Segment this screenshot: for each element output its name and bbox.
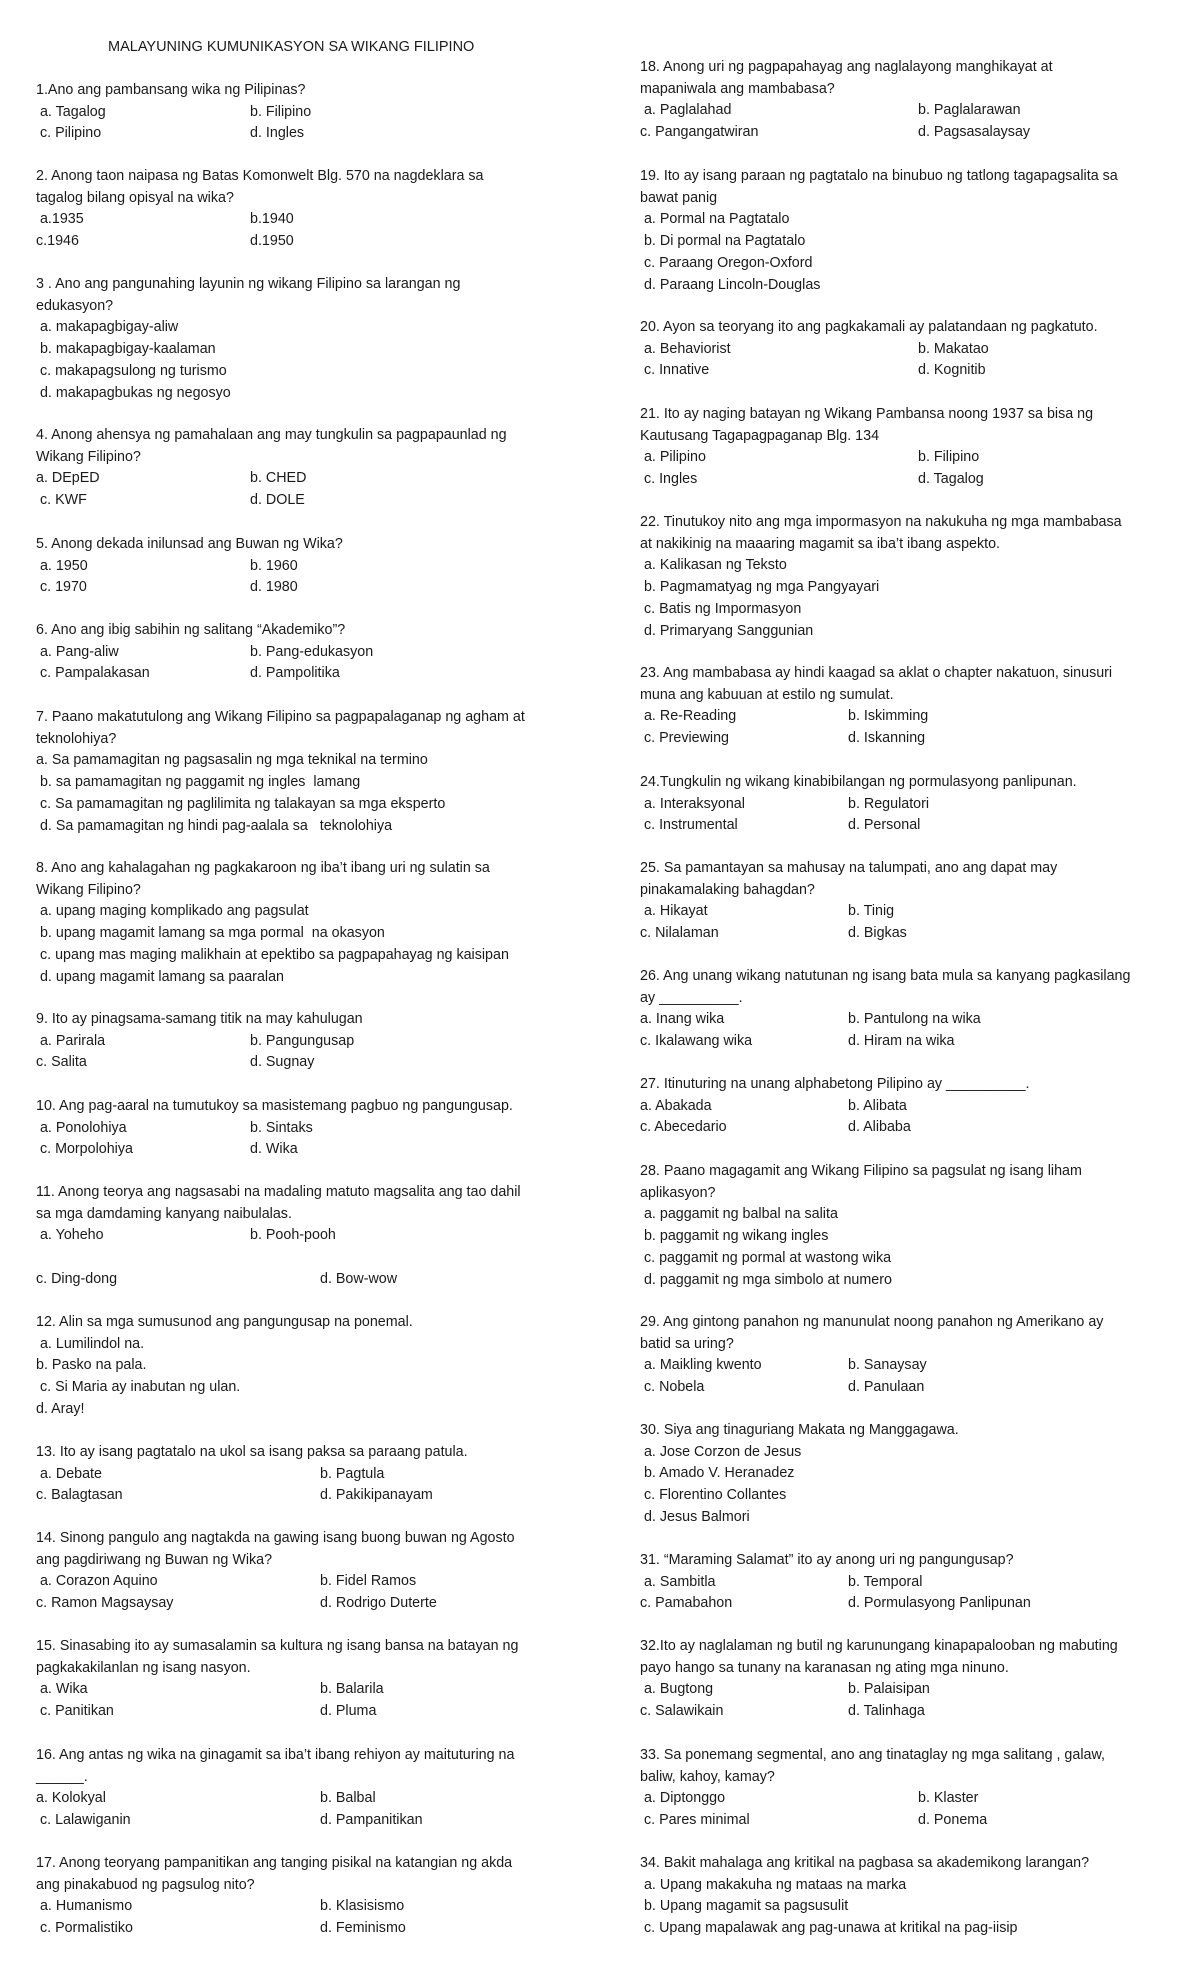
question-item <box>640 1312 1180 1399</box>
option-row <box>36 1139 596 1161</box>
question-text: 23. Ang mambabasa ay hindi kaagad sa aklat o chapter nakatuon, sinusuri <box>640 665 1113 681</box>
option-row <box>640 901 1180 923</box>
option: b. Fidel Ramos <box>320 1573 417 1590</box>
option: b. Filipino <box>918 449 980 466</box>
question-text: 22. Tinutukoy nito ang mga impormasyon na nakukuha ng mga mambabasa <box>640 514 1122 530</box>
option: a. Maikling kwento <box>640 1357 762 1374</box>
option: c. Si Maria ay inabutan ng ulan. <box>36 1379 241 1396</box>
option: c. Balagtasan <box>36 1487 123 1504</box>
option-list <box>640 1204 1180 1291</box>
option: c. Salita <box>36 1054 87 1071</box>
option: b. Upang magamit sa pagsusulit <box>640 1898 849 1915</box>
question-text: batid sa uring? <box>640 1335 734 1352</box>
option: c. 1970 <box>36 579 87 596</box>
option-row <box>640 1788 1180 1810</box>
option: a. Ponolohiya <box>36 1119 127 1136</box>
option-list <box>36 901 596 988</box>
option-row <box>36 1810 596 1832</box>
option: c. Ikalawang wika <box>640 1033 753 1050</box>
option-row <box>36 490 596 512</box>
option: c. Instrumental <box>640 817 738 834</box>
option-row <box>640 339 1180 361</box>
option-row <box>640 1096 1180 1118</box>
option: a. Kalikasan ng Teksto <box>640 557 787 574</box>
option: c. Innative <box>640 362 710 379</box>
option: b. Tinig <box>848 903 895 920</box>
option: d. Alibaba <box>848 1119 911 1136</box>
option: c. Pangangatwiran <box>640 124 759 141</box>
question-item <box>640 1420 1180 1529</box>
option: a. Kolokyal <box>36 1790 106 1807</box>
option: c. Panitikan <box>36 1703 114 1720</box>
option: a. makapagbigay-aliw <box>36 319 179 336</box>
option: b. Sintaks <box>250 1119 313 1136</box>
option: a. Tagalog <box>36 103 106 120</box>
question-item <box>36 1182 596 1247</box>
question-item <box>640 57 1180 144</box>
option-row <box>640 1009 1180 1031</box>
option-row <box>640 1031 1180 1053</box>
question-text: 11. Anong teorya ang nagsasabi na madaling matuto magsalita ang tao dahil <box>36 1184 521 1200</box>
option-row <box>36 1701 596 1723</box>
option-row <box>640 1117 1180 1139</box>
question-text: 31. “Maraming Salamat” ito ay anong uri ng pangungusap? <box>640 1552 1014 1568</box>
question-item <box>36 1745 596 1832</box>
option: b. Filipino <box>250 103 312 120</box>
option-row <box>36 468 596 490</box>
option-row <box>640 794 1180 816</box>
question-item <box>36 858 596 988</box>
question-item <box>36 274 596 404</box>
option: c. Ingles <box>640 471 698 488</box>
option: d. Panulaan <box>848 1379 925 1396</box>
option-row <box>640 728 1180 750</box>
option: d. Talinhaga <box>848 1703 925 1720</box>
option: c. Morpolohiya <box>36 1141 133 1158</box>
option: a. Pilipino <box>640 449 706 466</box>
option: b. CHED <box>250 470 307 487</box>
option-row <box>640 706 1180 728</box>
option: a. DEpED <box>36 470 100 487</box>
option-row <box>36 1571 596 1593</box>
question-text: bawat panig <box>640 189 718 206</box>
option: a. Diptonggo <box>640 1790 726 1807</box>
option: c. Abecedario <box>640 1119 727 1136</box>
option: b. Makatao <box>918 340 989 357</box>
option: d. Pampolitika <box>250 665 340 682</box>
option: b. Klaster <box>918 1790 979 1807</box>
option: d. Pampanitikan <box>320 1812 423 1829</box>
option: b. Amado V. Heranadez <box>640 1465 795 1482</box>
option: b. Balbal <box>320 1790 376 1807</box>
question-text: 4. Anong ahensya ng pamahalaan ang may tungkulin sa pagpapaunlad ng <box>36 427 507 443</box>
question-item <box>36 1312 596 1421</box>
option-row <box>640 122 1180 144</box>
option: c. Nilalaman <box>640 925 719 942</box>
option-row <box>640 1355 1180 1377</box>
option: c. Pamabahon <box>640 1595 733 1612</box>
option: c. Previewing <box>640 730 729 747</box>
option: a. Inang wika <box>640 1011 725 1028</box>
option: c. Sa pamamagitan ng paglilimita ng talakayan sa mga eksperto <box>36 795 446 812</box>
option-row <box>640 1701 1180 1723</box>
option: a. Sa pamamagitan ng pagsasalin ng mga teknikal na termino <box>36 752 428 769</box>
option: b. Klasisismo <box>320 1898 405 1915</box>
option-row <box>640 923 1180 945</box>
option-row <box>36 663 596 685</box>
option-row <box>640 1810 1180 1832</box>
question-text: muna ang kabuuan at estilo ng sumulat. <box>640 686 894 703</box>
question-item <box>640 404 1180 491</box>
option: c. Salawikain <box>640 1703 724 1720</box>
question-item <box>640 663 1180 750</box>
option-list <box>640 1875 1180 1940</box>
option: b. Pangungusap <box>250 1032 355 1049</box>
option: a. Abakada <box>640 1097 712 1114</box>
option-row <box>36 642 596 664</box>
question-item <box>640 1636 1180 1723</box>
question-item <box>36 707 596 837</box>
option: b. Pasko na pala. <box>36 1357 147 1374</box>
option-row <box>36 1485 596 1507</box>
option: b. Paglalarawan <box>918 102 1021 119</box>
option: c. Pares minimal <box>640 1812 750 1829</box>
option-list <box>640 209 1180 296</box>
question-item <box>640 317 1180 382</box>
question-text: payo hango sa tunany na karanasan ng ating mga ninuno. <box>640 1659 1009 1676</box>
question-text: 28. Paano magagamit ang Wikang Filipino sa pagsulat ng isang liham <box>640 1163 1082 1179</box>
option: b. paggamit ng wikang ingles <box>640 1228 829 1245</box>
option: d. Paraang Lincoln-Douglas <box>640 276 821 293</box>
option: d. Pormulasyong Panlipunan <box>848 1595 1031 1612</box>
option: a. upang maging komplikado ang pagsulat <box>36 903 309 920</box>
option: b. Pooh-pooh <box>250 1227 336 1244</box>
question-text: tagalog bilang opisyal na wika? <box>36 189 234 206</box>
question-item <box>640 1550 1180 1615</box>
question-text: 19. Ito ay isang paraan ng pagtatalo na binubuo ng tatlong tagapagsalita sa <box>640 168 1118 184</box>
page-title: MALAYUNING KUMUNIKASYON SA WIKANG FILIPINO <box>108 39 475 55</box>
option: c. Batis ng Impormasyon <box>640 600 802 617</box>
option: c. Nobela <box>640 1379 705 1396</box>
option: a. 1950 <box>36 557 88 574</box>
option-row <box>640 1679 1180 1701</box>
question-text: Kautusang Tagapagpaganap Blg. 134 <box>640 427 880 444</box>
question-text: teknolohiya? <box>36 730 117 747</box>
question-item <box>640 512 1180 642</box>
option-row <box>640 1377 1180 1399</box>
option: a. Jose Corzon de Jesus <box>640 1443 802 1460</box>
option: c. Pilipino <box>36 125 102 142</box>
option: c. upang mas maging malikhain at epektibo sa pagpapahayag ng kaisipan <box>36 946 509 963</box>
question-text: Wikang Filipino? <box>36 448 141 465</box>
question-text: 25. Sa pamantayan sa mahusay na talumpati, ano ang dapat may <box>640 860 1058 876</box>
question-text: ______. <box>36 1768 88 1785</box>
question-item <box>36 620 596 685</box>
option: b. Pagtula <box>320 1465 385 1482</box>
question-item <box>36 80 596 145</box>
option: c. Pampalakasan <box>36 665 150 682</box>
option: a. Behaviorist <box>640 340 731 357</box>
option: c. paggamit ng pormal at wastong wika <box>640 1249 892 1266</box>
option: a. Pormal na Pagtatalo <box>640 211 790 228</box>
option: b. Regulatori <box>848 795 930 812</box>
option: c. Upang mapalawak ang pag-unawa at kritikal na pag-iisip <box>640 1920 1018 1937</box>
option: a. Interaksyonal <box>640 795 745 812</box>
question-text: 20. Ayon sa teoryang ito ang pagkakamali ay palatandaan ng pagkatuto. <box>640 319 1098 335</box>
option: d. upang magamit lamang sa paaralan <box>36 968 284 985</box>
question-text: 15. Sinasabing ito ay sumasalamin sa kultura ng isang bansa na batayan ng <box>36 1638 519 1654</box>
option: d. Primaryang Sanggunian <box>640 622 814 639</box>
option-list <box>36 1269 596 1291</box>
option: a. Re-Reading <box>640 708 737 725</box>
option: d. Hiram na wika <box>848 1033 955 1050</box>
option: b. Di pormal na Pagtatalo <box>640 233 806 250</box>
question-text: at nakikinig na maaaring magamit sa iba’t ibang aspekto. <box>640 535 1001 552</box>
question-item <box>36 1096 596 1161</box>
question-text: ang pagdiriwang ng Buwan ng Wika? <box>36 1551 273 1568</box>
option-row <box>640 469 1180 491</box>
option: d. Tagalog <box>918 471 984 488</box>
option: b. Pang-edukasyon <box>250 643 374 660</box>
question-text: 30. Siya ang tinaguriang Makata ng Manggagawa. <box>640 1422 959 1438</box>
question-text: 27. Itinuturing na unang alphabetong Pilipino ay __________. <box>640 1076 1030 1092</box>
question-item <box>640 858 1180 945</box>
question-text: edukasyon? <box>36 297 114 314</box>
option-row <box>36 1052 596 1074</box>
question-item <box>36 1853 596 1940</box>
option-row <box>36 577 596 599</box>
option-list <box>36 750 596 837</box>
option-row <box>640 360 1180 382</box>
option-list <box>640 555 1180 642</box>
option: d. Wika <box>250 1141 298 1158</box>
question-text: 32.Ito ay naglalaman ng butil ng karunungang kinapapalooban ng mabuting <box>640 1638 1118 1654</box>
question-item <box>36 166 596 253</box>
option-row <box>36 1269 596 1291</box>
option: d. Pagsasalaysay <box>918 124 1031 141</box>
question-item <box>640 772 1180 837</box>
question-text: aplikasyon? <box>640 1184 716 1201</box>
option: d. paggamit ng mga simbolo at numero <box>640 1271 892 1288</box>
option-list <box>36 1334 596 1421</box>
option: b. upang magamit lamang sa mga pormal na okasyon <box>36 925 385 942</box>
option: b. Alibata <box>848 1097 907 1114</box>
option: d. Jesus Balmori <box>640 1508 750 1525</box>
question-text: baliw, kahoy, kamay? <box>640 1768 775 1785</box>
question-text: 26. Ang unang wikang natutunan ng isang bata mula sa kanyang pagkasilang <box>640 968 1131 984</box>
option-row <box>640 100 1180 122</box>
option-row <box>640 815 1180 837</box>
option: d. makapagbukas ng negosyo <box>36 384 231 401</box>
option: c. Lalawiganin <box>36 1812 131 1829</box>
option: d. Sugnay <box>250 1054 315 1071</box>
question-item <box>36 1009 596 1074</box>
option: a. Yoheho <box>36 1227 104 1244</box>
option: a. Corazon Aquino <box>36 1573 158 1590</box>
question-text: 1.Ano ang pambansang wika ng Pilipinas? <box>36 82 306 98</box>
option: d. Bigkas <box>848 925 907 942</box>
question-text: 17. Anong teoryang pampanitikan ang tanging pisikal na katangian ng akda <box>36 1855 513 1871</box>
question-text: pinakamalaking bahagdan? <box>640 881 815 898</box>
question-text: 13. Ito ay isang pagtatalo na ukol sa isang paksa sa paraang patula. <box>36 1444 468 1460</box>
option: a. Wika <box>36 1681 88 1698</box>
option: b. Balarila <box>320 1681 384 1698</box>
question-item <box>36 425 596 512</box>
question-text: 10. Ang pag-aaral na tumutukoy sa masistemang pagbuo ng pangungusap. <box>36 1098 513 1114</box>
question-text: 9. Ito ay pinagsama-samang titik na may kahulugan <box>36 1011 363 1027</box>
option: a. Lumilindol na. <box>36 1335 145 1352</box>
option-row <box>36 1031 596 1053</box>
option-row <box>36 209 596 231</box>
question-text: 6. Ano ang ibig sabihin ng salitang “Akademiko”? <box>36 622 346 638</box>
option: d. Rodrigo Duterte <box>320 1595 437 1612</box>
question-text: 18. Anong uri ng pagpapahayag ang naglalayong manghikayat at <box>640 59 1053 75</box>
option: c. Florentino Collantes <box>640 1487 787 1504</box>
option-row <box>36 123 596 145</box>
question-text: 33. Sa ponemang segmental, ano ang tinataglay ng mga salitang , galaw, <box>640 1747 1105 1763</box>
question-item <box>640 1853 1180 1940</box>
question-text: 8. Ano ang kahalagahan ng pagkakaroon ng iba’t ibang uri ng sulatin sa <box>36 860 490 876</box>
option: b. Temporal <box>848 1573 923 1590</box>
question-text: 7. Paano makatutulong ang Wikang Filipino sa pagpapalaganap ng agham at <box>36 709 525 725</box>
question-text: mapaniwala ang mambabasa? <box>640 80 835 97</box>
question-item <box>640 1074 1180 1139</box>
question-item <box>36 1442 596 1507</box>
option-row <box>36 1896 596 1918</box>
question-item <box>640 1745 1180 1832</box>
option: d. Aray! <box>36 1400 85 1417</box>
question-text: sa mga damdaming kanyang naibulalas. <box>36 1205 292 1222</box>
option: c. Paraang Oregon-Oxford <box>640 254 813 271</box>
question-text: pagkakakilanlan ng isang nasyon. <box>36 1659 251 1676</box>
question-text: 21. Ito ay naging batayan ng Wikang Pambansa noong 1937 sa bisa ng <box>640 406 1094 422</box>
option-row <box>36 1118 596 1140</box>
option: d. Pluma <box>320 1703 377 1720</box>
option-row <box>36 231 596 253</box>
option-row <box>36 556 596 578</box>
question-text: ang pinakabuod ng pagsulog nito? <box>36 1876 255 1893</box>
question-item <box>36 1528 596 1615</box>
option: b. makapagbigay-kaalaman <box>36 341 216 358</box>
option: b. Palaisipan <box>848 1681 930 1698</box>
option: d. Ingles <box>250 125 305 142</box>
option: c. makapagsulong ng turismo <box>36 362 227 379</box>
option: c. KWF <box>36 492 87 509</box>
option: b. Pagmamatyag ng mga Pangyayari <box>640 579 880 596</box>
question-item <box>640 1161 1180 1291</box>
question-text: Wikang Filipino? <box>36 881 141 898</box>
option: d. DOLE <box>250 492 305 509</box>
option-row <box>640 1572 1180 1594</box>
option: c. Pormalistiko <box>36 1920 133 1937</box>
question-text: 16. Ang antas ng wika na ginagamit sa iba’t ibang rehiyon ay maituturing na <box>36 1747 515 1763</box>
option: a. Upang makakuha ng mataas na marka <box>640 1876 907 1893</box>
option-row <box>640 447 1180 469</box>
option-row <box>36 1918 596 1940</box>
option: a. paggamit ng balbal na salita <box>640 1206 838 1223</box>
option: a. Pang-aliw <box>36 643 119 660</box>
option: d. Personal <box>848 817 921 834</box>
question-text: 24.Tungkulin ng wikang kinabibilangan ng pormulasyong panlipunan. <box>640 774 1077 790</box>
question-text: 12. Alin sa mga sumusunod ang pangungusap na ponemal. <box>36 1314 413 1330</box>
option: b.1940 <box>250 211 294 228</box>
option: c.1946 <box>36 233 79 250</box>
question-text: 3 . Ano ang pangunahing layunin ng wikang Filipino sa larangan ng <box>36 276 461 292</box>
option: c. Ramon Magsaysay <box>36 1595 174 1612</box>
option-row <box>36 102 596 124</box>
question-text: 2. Anong taon naipasa ng Batas Komonwelt Blg. 570 na nagdeklara sa <box>36 168 484 184</box>
option: a. Hikayat <box>640 903 708 920</box>
option: a. Humanismo <box>36 1898 133 1915</box>
option-list <box>36 317 596 404</box>
option: d. 1980 <box>250 579 298 596</box>
question-item <box>36 1636 596 1723</box>
question-text: 29. Ang gintong panahon ng manunulat noong panahon ng Amerikano ay <box>640 1314 1104 1330</box>
option: d. Pakikipanayam <box>320 1487 433 1504</box>
option: a. Debate <box>36 1465 102 1482</box>
option: d. Bow-wow <box>320 1271 398 1287</box>
option: d. Ponema <box>918 1812 988 1829</box>
option: a. Paglalahad <box>640 102 732 119</box>
option: b. Iskimming <box>848 708 929 725</box>
option-list <box>640 1442 1180 1529</box>
option: a. Parirala <box>36 1032 106 1049</box>
option-row <box>36 1464 596 1486</box>
option: d. Kognitib <box>918 362 986 379</box>
option: a. Bugtong <box>640 1681 714 1698</box>
question-text: 5. Anong dekada inilunsad ang Buwan ng Wika? <box>36 536 343 552</box>
question-text: 14. Sinong pangulo ang nagtakda na gawing isang buong buwan ng Agosto <box>36 1530 515 1546</box>
option: a. Sambitla <box>640 1573 716 1590</box>
question-item <box>640 166 1180 296</box>
option: d. Sa pamamagitan ng hindi pag-aalala sa teknolohiya <box>36 817 393 834</box>
option-row <box>36 1788 596 1810</box>
option: b. Pantulong na wika <box>848 1011 981 1028</box>
question-item <box>36 534 596 599</box>
option: d. Iskanning <box>848 730 926 747</box>
option: d.1950 <box>250 233 294 250</box>
option: b. 1960 <box>250 557 298 574</box>
option: c. Ding-dong <box>36 1271 118 1287</box>
question-text: ay __________. <box>640 989 743 1006</box>
option: a.1935 <box>36 211 84 228</box>
option: d. Feminismo <box>320 1920 406 1937</box>
option: b. Sanaysay <box>848 1357 927 1374</box>
option-row <box>36 1679 596 1701</box>
option-row <box>640 1593 1180 1615</box>
option-row <box>36 1593 596 1615</box>
question-text: 34. Bakit mahalaga ang kritikal na pagbasa sa akademikong larangan? <box>640 1855 1090 1871</box>
question-item <box>640 966 1180 1053</box>
option: b. sa pamamagitan ng paggamit ng ingles lamang <box>36 774 361 791</box>
option-row <box>36 1225 596 1247</box>
